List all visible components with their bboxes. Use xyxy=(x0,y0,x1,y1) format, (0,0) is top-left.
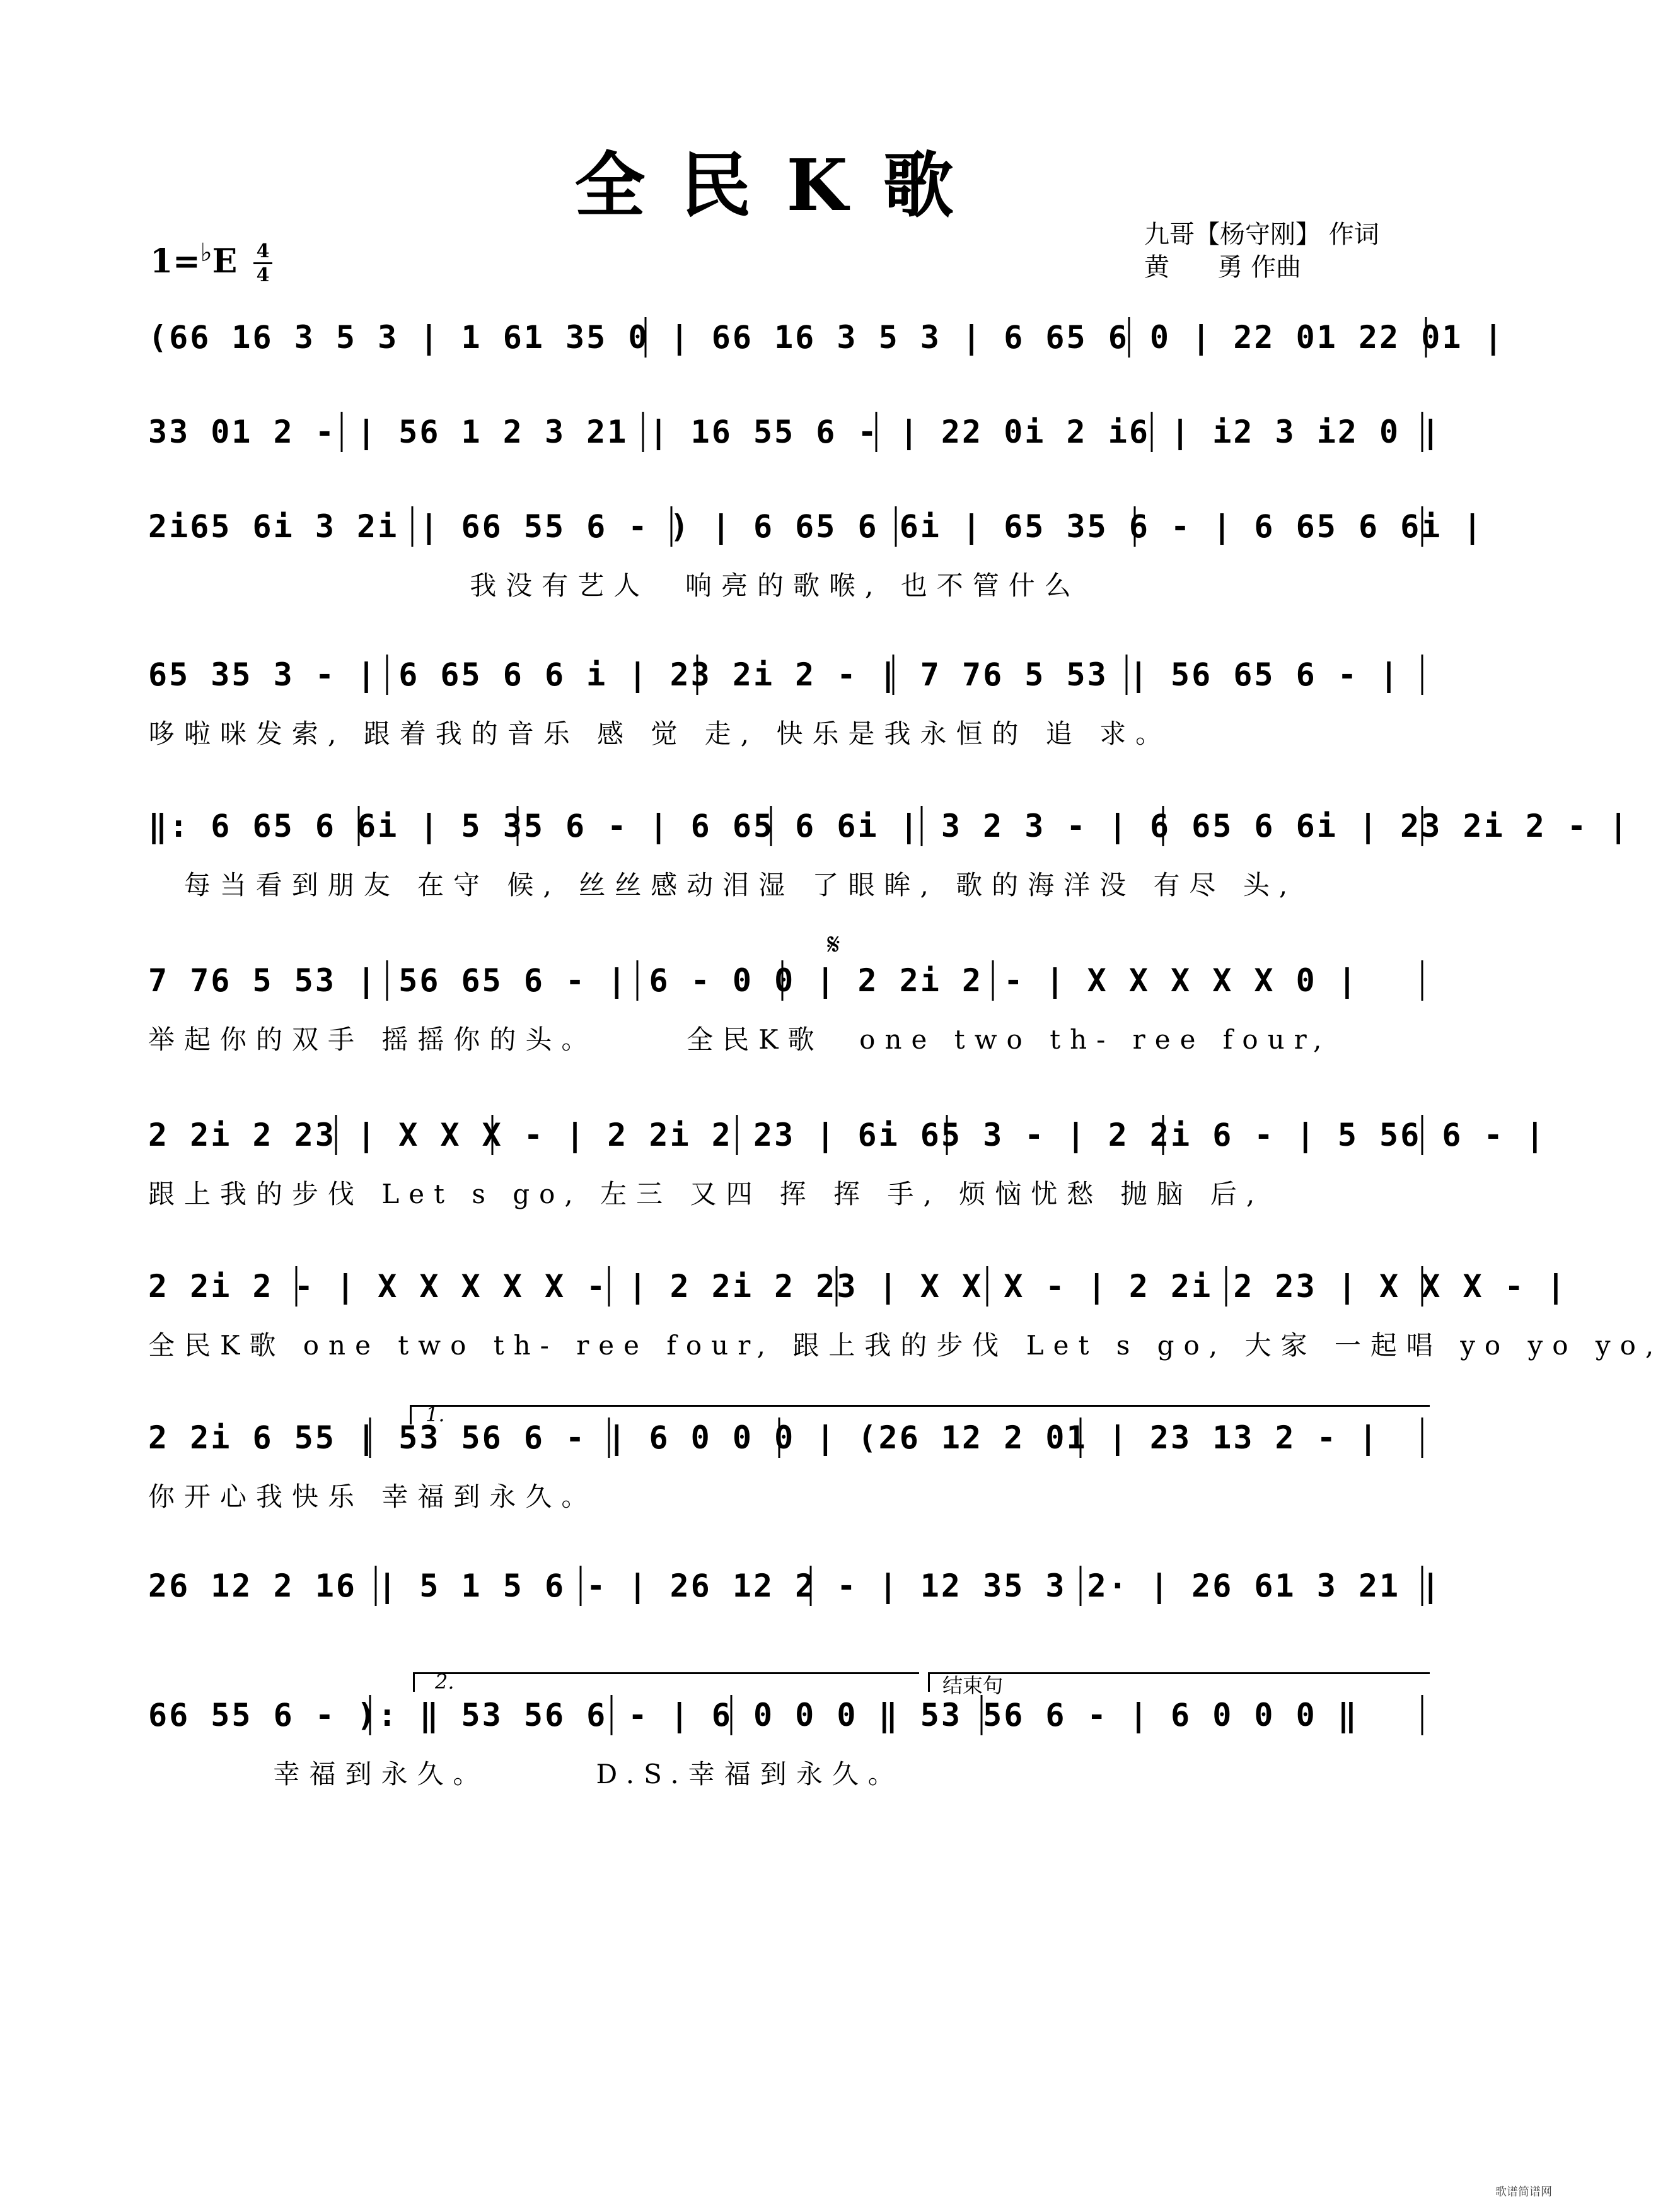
staff-line-2 xyxy=(148,407,1442,514)
second-ending-label: 2. xyxy=(435,1670,455,1694)
second-ending-bracket xyxy=(413,1672,919,1692)
notes-line: 2 2i 2 23 | X X X - | 2 2i 2 23 | 6i 65 3 - | 2 2i 6 - | 5 56 6 - | xyxy=(148,1117,1546,1153)
staff-line-9 xyxy=(148,1412,1428,1520)
lyrics-line: 跟上我的步伐 Let s go, 左三 又四 挥 挥 手, 烦恼忧愁 抛脑 后, xyxy=(148,1179,1265,1209)
lyrics-line: 哆啦咪发索, 跟着我的音乐 感 觉 走, 快乐是我永恒的 追 求。 xyxy=(148,718,1172,749)
lyrics-line: 你开心我快乐 幸福到永久。 xyxy=(148,1481,598,1512)
notes-line: 33 01 2 - | 56 1 2 3 21 | 16 55 6 - | 22 0i 2 i6 | i2 3 i2 0 | xyxy=(148,414,1442,450)
notes-line: (66 16 3 5 3 | 1 61 35 0 | 66 16 3 5 3 | 6 65 6 0 | 22 01 22 01 | xyxy=(148,319,1505,356)
lyrics-line: 每当看到朋友 在守 候, 丝丝感动泪湿 了眼眸, 歌的海洋没 有尽 头, xyxy=(148,870,1297,900)
song-title: 全民K歌 xyxy=(574,144,989,227)
staff-line-3 xyxy=(148,501,1484,608)
segno-icon: 𝄋 xyxy=(827,927,840,962)
staff-line-5 xyxy=(148,801,1630,908)
notes-line: 65 35 3 - | 6 65 6 6 i | 23 2i 2 - | 7 76 5 53 | 56 65 6 - | xyxy=(148,656,1401,693)
first-ending-label: 1. xyxy=(426,1402,445,1426)
notes-line: 2 2i 2 - | X X X X X - | 2 2i 2 23 | X X X - | 2 2i 2 23 | X X X - | xyxy=(148,1268,1567,1305)
notes-line: 2i65 6i 3 2i | 66 55 6 - ) | 6 65 6 6i | 65 35 6 - | 6 65 6 6i | xyxy=(148,508,1484,545)
staff-line-8 xyxy=(148,1261,1663,1368)
watermark: 歌谱简谱网 xyxy=(1495,2186,1552,2199)
ending-phrase-bracket xyxy=(928,1672,1430,1692)
key-signature xyxy=(150,238,237,281)
composer-credit: 黄 勇 作曲 xyxy=(1144,253,1302,282)
staff-line-4 xyxy=(148,649,1428,757)
notes-line: 66 55 6 - ): ‖ 53 56 6 - | 6 0 0 0 ‖ 53 56 6 - | 6 0 0 0 ‖ xyxy=(148,1697,1359,1733)
staff-line-7 xyxy=(148,1110,1546,1217)
lyrics-line: 全民K歌 one two th- ree four, 跟上我的步伐 Let s go, 大家 一起唱 yo yo yo, xyxy=(148,1330,1663,1361)
staff-line-1 xyxy=(148,312,1505,419)
key-prefix: 1= xyxy=(150,242,200,281)
notes-line: 26 12 2 16 | 5 1 5 6 - | 26 12 2 - | 12 35 3 2· | 26 61 3 21 | xyxy=(148,1568,1442,1604)
ending-phrase-label: 结束句 xyxy=(942,1674,1004,1697)
lyrics-line: 我没有艺人 响亮的歌喉, 也不管什么 xyxy=(148,570,1081,601)
staff-line-6 xyxy=(148,955,1428,1062)
staff-line-10 xyxy=(148,1561,1442,1668)
meter-bottom: 4 xyxy=(256,264,270,286)
staff-line-11 xyxy=(148,1690,1428,1797)
lyricist-credit: 九哥【杨守刚】 作词 xyxy=(1144,220,1379,249)
meter-top: 4 xyxy=(256,240,270,262)
time-signature xyxy=(253,241,272,286)
notes-line: ‖: 6 65 6 6i | 5 35 6 - | 6 65 6 6i | 3 2 3 - | 6 65 6 6i | 23 2i 2 - | xyxy=(148,808,1630,844)
key-letter: E xyxy=(212,242,238,281)
notes-line: 2 2i 6 55 | 53 56 6 - | 6 0 0 0 | (26 12 2 01 | 23 13 2 - | xyxy=(148,1419,1380,1456)
flat-sign-icon: ♭ xyxy=(200,238,212,267)
notes-line: 7 76 5 53 | 56 65 6 - | 6 - 0 0 | 2 2i 2 - | X X X X X 0 | xyxy=(148,962,1359,999)
lyrics-line: 举起你的双手 摇摇你的头。 全民K歌 one two th- ree four, xyxy=(148,1024,1331,1055)
lyrics-line: 幸福到永久。 D.S.幸福到永久。 xyxy=(148,1759,904,1790)
